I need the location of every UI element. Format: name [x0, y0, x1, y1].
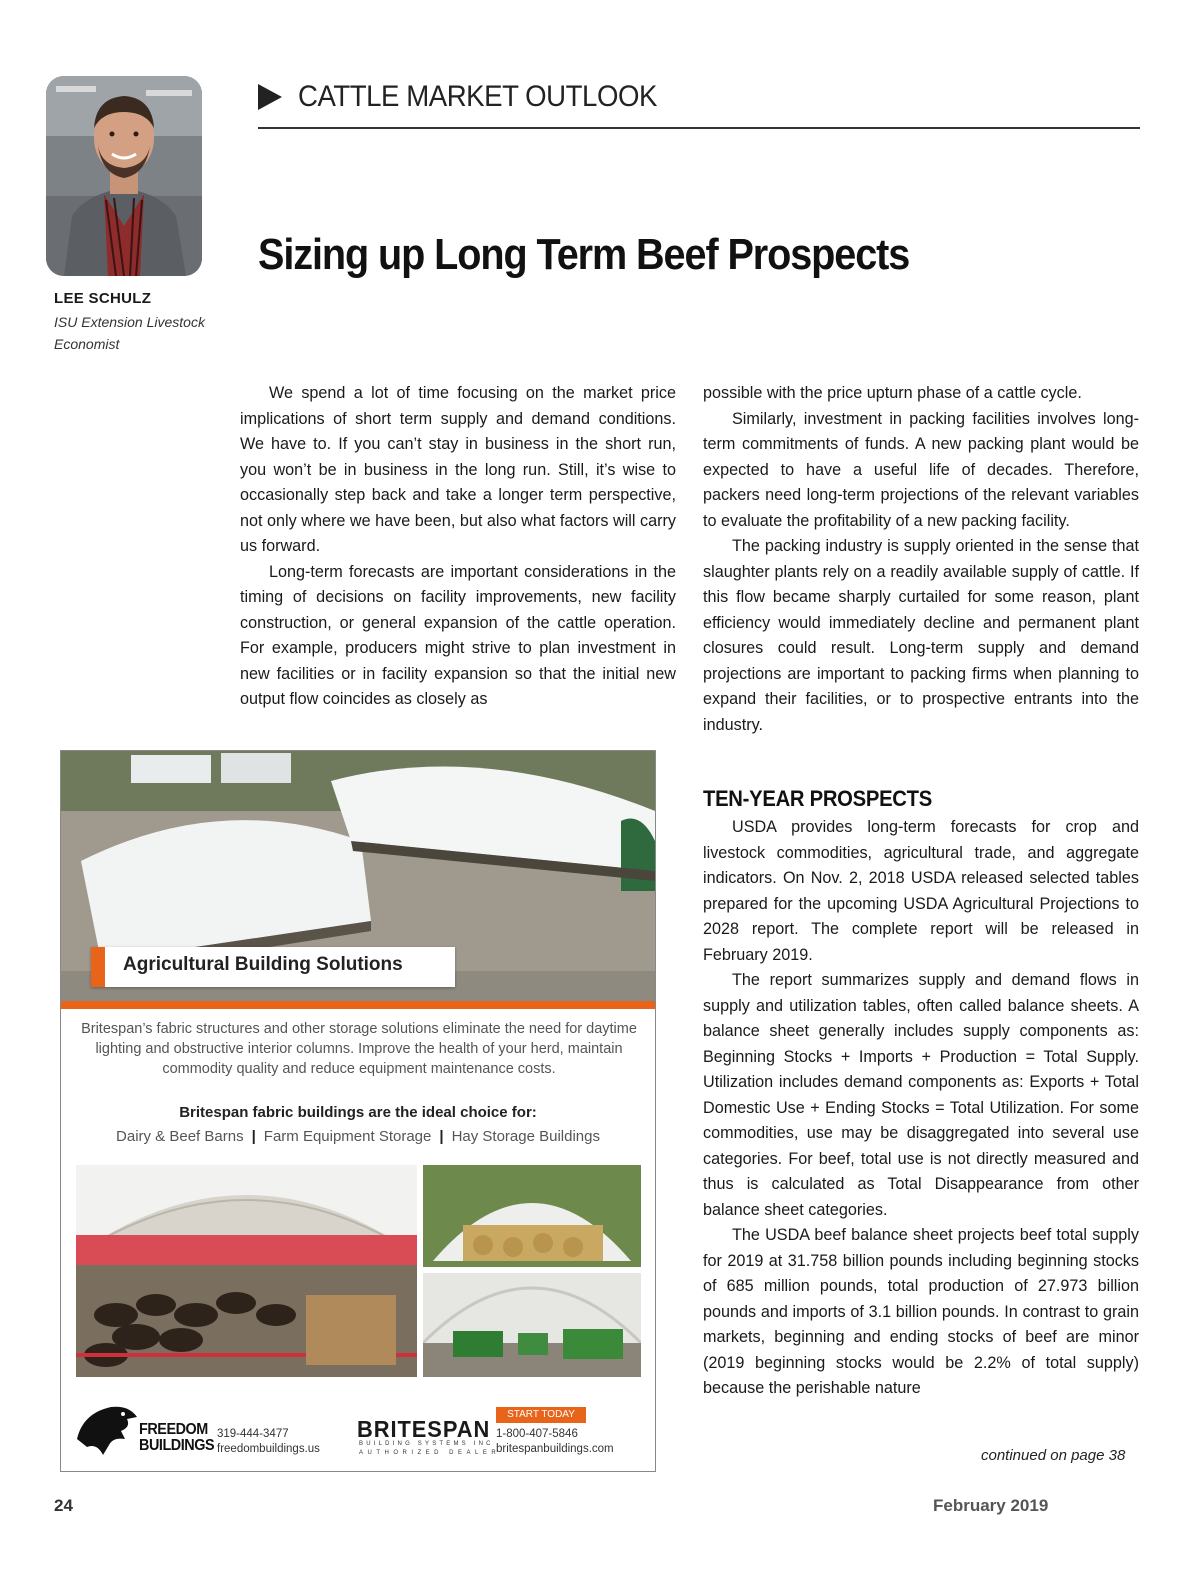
- ad-banner-text: Agricultural Building Solutions: [123, 954, 403, 975]
- ad-use-item: Dairy & Beef Barns: [116, 1128, 244, 1145]
- issue-date: February 2019: [933, 1496, 1049, 1515]
- ad-use-separator: |: [439, 1128, 444, 1145]
- continued-note: continued on page 38: [981, 1447, 1126, 1464]
- freedom-url[interactable]: freedombuildings.us: [217, 1443, 320, 1455]
- wordmark-line: BUILDINGS: [139, 1437, 215, 1454]
- freedom-buildings-wordmark: [139, 1422, 214, 1454]
- author-title: ISU Extension Livestock Economist: [54, 314, 205, 352]
- ad-use-separator: |: [251, 1128, 256, 1145]
- paragraph: possible with the price upturn phase of a cattle cycle.: [703, 384, 1082, 402]
- ad-banner: [91, 947, 455, 987]
- section-divider: [258, 127, 1140, 129]
- britespan-url[interactable]: britespanbuildings.com: [496, 1443, 614, 1455]
- freedom-phone[interactable]: 319-444-3477: [217, 1428, 289, 1440]
- ad-description: Britespan’s fabric structures and other storage solutions eliminate the need for daytime lighting and obstructive interior columns. Improve the health of your herd, maintain commodity quality and reduce equipment maintenance costs.: [81, 1021, 637, 1077]
- britespan-phone[interactable]: 1-800-407-5846: [496, 1428, 578, 1440]
- article-column-right-bottom: [703, 815, 1139, 1402]
- britespan-wordmark: BRITESPAN: [357, 1416, 491, 1442]
- ad-accent-stripe: [61, 1001, 655, 1009]
- hay-storage-photo: [423, 1165, 641, 1267]
- paragraph: USDA provides long-term forecasts for crop and livestock commodities, agricultural trade, and aggregate indicators. On Nov. 2, 2018 USDA released selected tables prepared for the upcoming USDA Agricultural Projections to 2028 report. The complete report will be released in February 2019.: [703, 818, 1139, 964]
- cattle-barn-photo: [76, 1165, 417, 1377]
- article-column-right-top: [703, 381, 1139, 738]
- start-today-button[interactable]: START TODAY: [496, 1407, 586, 1423]
- author-photo: [46, 76, 202, 276]
- subheading: TEN-YEAR PROSPECTS: [703, 786, 932, 811]
- paragraph: The USDA beef balance sheet projects beef total supply for 2019 at 31.758 billion pounds including beginning stocks of 685 million pounds, total production of 27.973 billion pounds and imports of 3.1 billion pounds. In contrast to grain markets, beginning and ending stocks of beef are minor (2019 beginning stocks would be 2.2% of total supply) because the perishable nature: [703, 1226, 1139, 1397]
- play-triangle-icon: [258, 84, 282, 110]
- ad-use-item: Hay Storage Buildings: [451, 1128, 600, 1145]
- eagle-logo-icon: [73, 1399, 141, 1457]
- paragraph: Similarly, investment in packing facilities involves long-term commitments of funds. A new packing plant would be expected to have a useful life of decades. Therefore, packers need long-term projections of the relevant variables to evaluate the profitability of a new packing facility.: [703, 409, 1139, 530]
- paragraph: We spend a lot of time focusing on the market price implications of short term supply and demand conditions. We have to. If you can’t stay in business in the short run, you won’t be in business in the long run. Still, it’s wise to occasionally step back and take a longer term perspective, not only where we have been, but also what factors will carry us forward.: [240, 384, 676, 555]
- paragraph: Long-term forecasts are important considerations in the timing of decisions on facility improvements, new facility construction, or general expansion of the cattle operation. For example, producers might strive to plan investment in new facilities or in facility expansion so that the initial new output flow coincides as closely as: [240, 562, 676, 708]
- britespan-subline: BUILDING SYSTEMS INC: [359, 1441, 494, 1447]
- advertisement[interactable]: [60, 750, 656, 1472]
- ad-ideal-heading: Britespan fabric buildings are the ideal choice for:: [179, 1104, 537, 1121]
- equipment-storage-photo: [423, 1273, 641, 1377]
- paragraph: The packing industry is supply oriented in the sense that slaughter plants rely on a readily available supply of cattle. If this flow became sharply curtailed for some reason, plant efficiency would immediately decline and permanent plant closures could result. Long-term supply and demand projections are important to packing firms when planning to expand their facilities, or to prospective entrants into the industry.: [703, 537, 1139, 734]
- paragraph: The report summarizes supply and demand flows in supply and utilization tables, often called balance sheets. A balance sheet generally includes supply components as: Beginning Stocks + Imports + Production = Total Supply. Utilization includes demand components as: Exports + Total Domestic Use + Ending Stocks = Total Utilization. For some commodities, use may be disaggregated into several use categories. For beef, total use is not directly measured and thus is calculated as Total Disappearance from other balance sheet categories.: [703, 971, 1139, 1219]
- ad-use-item: Farm Equipment Storage: [263, 1128, 432, 1145]
- wordmark-line: FREEDOM: [139, 1421, 208, 1438]
- page-number: 24: [54, 1496, 73, 1515]
- britespan-dealer-line: AUTHORIZED DEALER: [359, 1450, 501, 1456]
- ad-uses-list: [61, 1128, 655, 1145]
- article-column-left: [240, 381, 676, 713]
- author-name: LEE SCHULZ: [54, 290, 152, 307]
- article-headline: Sizing up Long Term Beef Prospects: [258, 230, 910, 279]
- section-label: CATTLE MARKET OUTLOOK: [298, 80, 657, 113]
